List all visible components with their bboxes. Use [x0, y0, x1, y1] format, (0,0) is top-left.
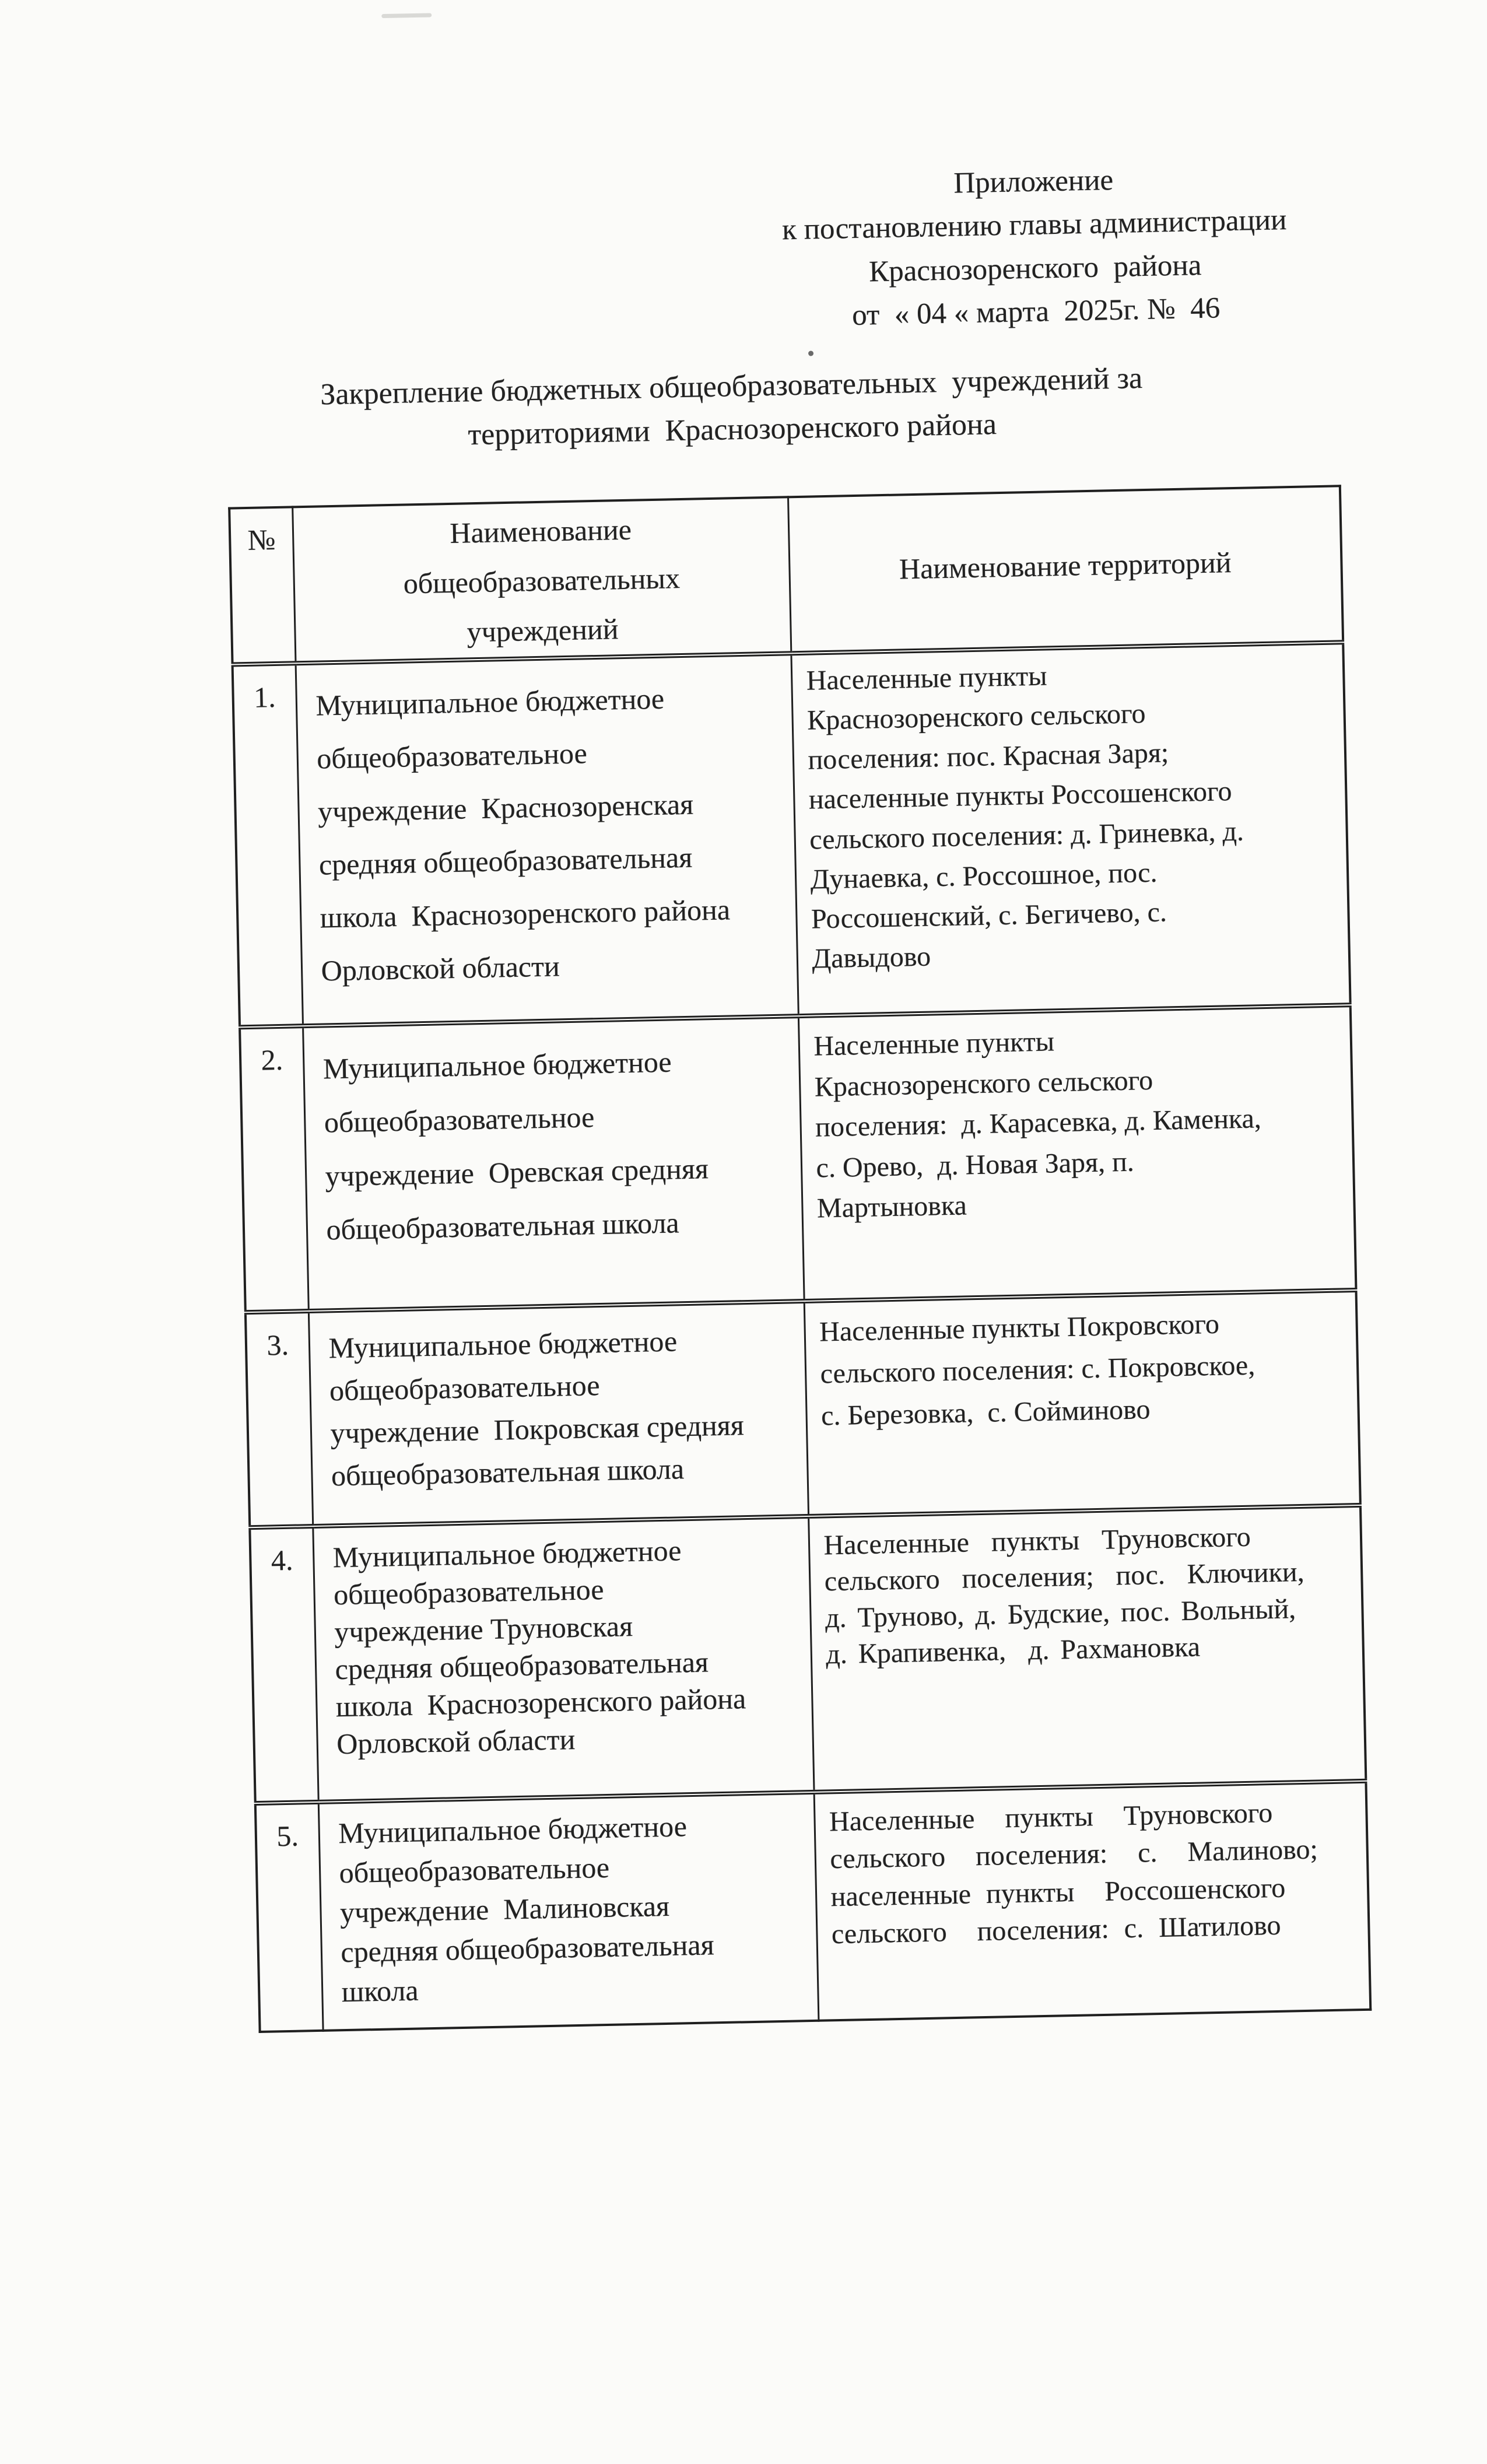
cell-territories: Населенные пункты Труновского сельского поселения; пос. Ключики, д. Труново, д. Будские, пос. Вольный, д. Крапивенка, д. Рахмановка [808, 1505, 1366, 1792]
scan-speck [381, 13, 432, 18]
cell-number: 2. [240, 1026, 308, 1312]
table-row [250, 1505, 1366, 1803]
assignment-table-wrap [228, 485, 1370, 2033]
cell-number: 1. [233, 663, 303, 1027]
header-cell-number: № [229, 507, 295, 664]
cell-number: 5. [255, 1802, 323, 2032]
cell-territories: Населенные пункты Краснозоренского сельского поселения: пос. Красная Заря; населенные пункты Россошенского сельского поселения: д. Гриневка, д. Дунаевка, с. Россошное, пос. Россошенский, с. Бегичево, с. Давыдово [791, 642, 1350, 1016]
cell-territories: Населенные пункты Труновского сельского поселения: с. Малиново; населенные пункты Россошенского сельского поселения: с. Шатилово [814, 1781, 1371, 2021]
header-cell-territory: Наименование территорий [788, 486, 1343, 653]
table-row [255, 1781, 1370, 2032]
cell-territories: Населенные пункты Краснозоренского сельского поселения: д. Карасевка, д. Каменка, с. Орево, д. Новая Заря, п. Мартыновка [798, 1005, 1356, 1301]
cell-territories: Населенные пункты Покровского сельского поселения: с. Покровское, с. Березовка, с. Сойминово [804, 1290, 1360, 1516]
assignment-table [228, 485, 1372, 2033]
table-row [246, 1290, 1360, 1527]
table-row [240, 1005, 1356, 1312]
cell-number: 4. [250, 1526, 318, 1803]
cell-institution: Муниципальное бюджетное общеобразовательное учреждение Краснозоренская средняя общеобразовательная школа Краснозоренского района Орловской области [296, 653, 798, 1026]
cell-institution: Муниципальное бюджетное общеобразовательное учреждение Оревская средняя общеобразовательная школа [303, 1016, 804, 1311]
scan-dot [808, 351, 813, 356]
cell-institution: Муниципальное бюджетное общеобразовательное учреждение Труновская средняя общеобразовательная школа Краснозоренского района Орловской области [313, 1516, 813, 1802]
cell-institution: Муниципальное бюджетное общеобразовательное учреждение Малиновская средняя общеобразовательная школа [318, 1792, 819, 2031]
page-title: Закрепление бюджетных общеобразовательных учреждений за территориями Краснозоренского района [320, 362, 1143, 452]
header-cell-institution: Наименование общеобразовательных учреждений [292, 497, 791, 663]
cell-institution: Муниципальное бюджетное общеобразовательное учреждение Покровская средняя общеобразовательная школа [308, 1301, 808, 1526]
table-header-row [229, 486, 1343, 664]
cell-number: 3. [246, 1311, 313, 1527]
table-row [233, 642, 1351, 1027]
appendix-header: Приложение к постановлению главы администрации Краснозоренского района от « 04 « марта 2025г. № 46 [781, 163, 1287, 332]
